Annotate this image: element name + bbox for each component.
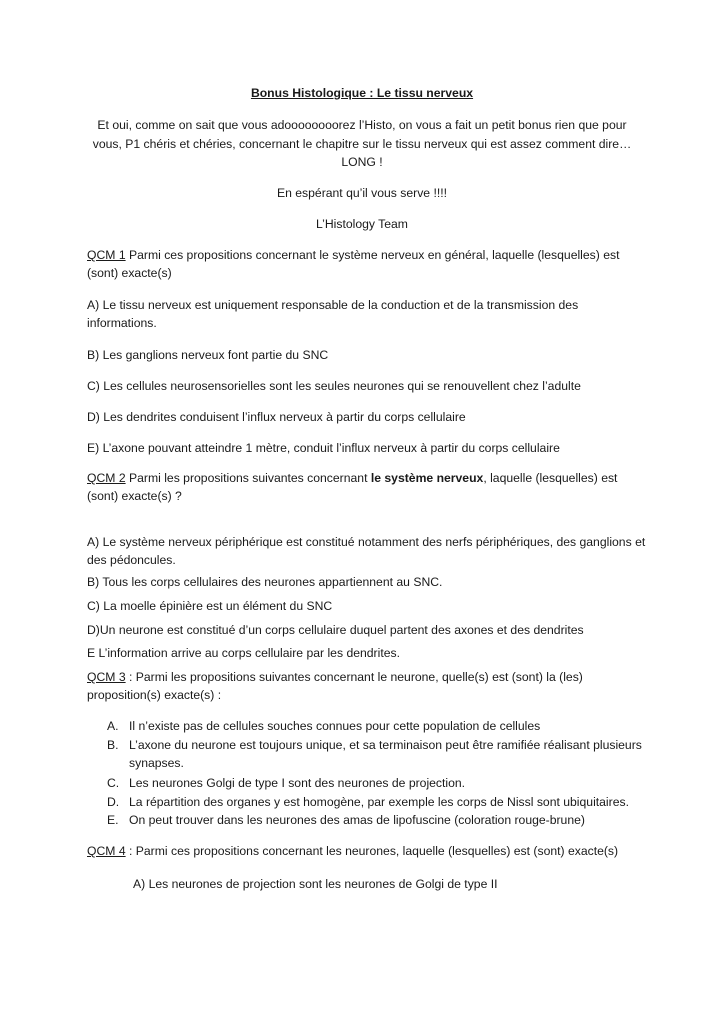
qcm1-option-e: E) L’axone pouvant atteindre 1 mètre, conduit l’influx nerveux à partir du corps cellulaire: [87, 441, 560, 455]
qcm1-option-b: B) Les ganglions nerveux font partie du SNC: [87, 348, 329, 362]
qcm3-option-c-letter: C.: [107, 776, 120, 790]
intro-line-3: LONG !: [341, 155, 383, 169]
qcm3-option-d-letter: D.: [107, 795, 120, 809]
qcm3-option-e-letter: E.: [107, 813, 119, 827]
document-title: Bonus Histologique : Le tissu nerveux: [250, 86, 474, 100]
qcm1-option-d: D) Les dendrites conduisent l’influx nerveux à partir du corps cellulaire: [87, 410, 466, 424]
qcm3-option-d-text: La répartition des organes y est homogène, par exemple les corps de Nissl sont ubiquitaires.: [129, 795, 629, 809]
qcm2-option-a: A) Le système nerveux périphérique est constitué notamment des nerfs périphériques, des ganglions et des pédoncules.: [87, 535, 646, 567]
intro-line-1: Et oui, comme on sait que vous adoooooooorez l’Histo, on vous a fait un petit bonus rien que pour: [97, 118, 627, 132]
qcm4-question: [87, 843, 667, 861]
qcm2-label: QCM 2: [87, 471, 126, 485]
intro-team: L’Histology Team: [316, 217, 408, 231]
qcm3-option-a-text: Il n’existe pas de cellules souches connues pour cette population de cellules: [129, 719, 541, 733]
qcm3-option-b-letter: B.: [107, 738, 119, 752]
qcm3-option-b-text: L’axone du neurone est toujours unique, et sa terminaison peut être ramifiée réalisant plusieurs synapses.: [129, 738, 642, 770]
qcm3-label: QCM 3: [87, 670, 126, 684]
qcm1-question-text: Parmi ces propositions concernant le système nerveux en général, laquelle (lesquelles) est (sont) exacte(s): [87, 248, 620, 280]
qcm3-option-e-text: On peut trouver dans les neurones des amas de lipofuscine (coloration rouge-brune): [129, 813, 585, 827]
qcm2-question-bold: le système nerveux: [370, 471, 484, 485]
qcm1-question: [87, 247, 647, 282]
qcm2-option-d: D)Un neurone est constitué d’un corps cellulaire duquel partent des axones et des dendrites: [87, 623, 584, 637]
qcm3-option-a-letter: A.: [107, 719, 119, 733]
intro-hope: En espérant qu’il vous serve !!!!: [276, 186, 448, 200]
qcm4-question-text: : Parmi ces propositions concernant les neurones, laquelle (lesquelles) est (sont) exacte(s): [125, 844, 619, 858]
qcm3-question-text: : Parmi les propositions suivantes concernant le neurone, quelle(s) est (sont) la (les) proposition(s) exacte(s) :: [87, 670, 583, 702]
qcm2-option-e: E L’information arrive au corps cellulaire par les dendrites.: [87, 646, 400, 660]
qcm2-question-pre: Parmi les propositions suivantes concernant: [125, 471, 371, 485]
qcm2-question-post: , laquelle (lesquelles) est (sont) exacte(s) ?: [87, 471, 618, 503]
qcm2-option-b: B) Tous les corps cellulaires des neurones appartiennent au SNC.: [87, 575, 443, 589]
qcm2-question: [87, 470, 647, 505]
intro-line-2: vous, P1 chéris et chéries, concernant le chapitre sur le tissu nerveux qui est assez comment dire…: [92, 137, 632, 151]
qcm3-option-c-text: Les neurones Golgi de type I sont des neurones de projection.: [129, 776, 466, 790]
qcm1-label: QCM 1: [87, 248, 126, 262]
qcm4-label: QCM 4: [87, 844, 126, 858]
qcm1-option-a: A) Le tissu nerveux est uniquement responsable de la conduction et de la transmission des informations.: [87, 298, 579, 330]
qcm4-option-a: A) Les neurones de projection sont les neurones de Golgi de type II: [133, 877, 498, 891]
qcm2-option-c: C) La moelle épinière est un élément du SNC: [87, 599, 333, 613]
qcm1-option-c: C) Les cellules neurosensorielles sont les seules neurones qui se renouvellent chez l’adulte: [87, 379, 581, 393]
qcm3-question: [87, 669, 647, 704]
